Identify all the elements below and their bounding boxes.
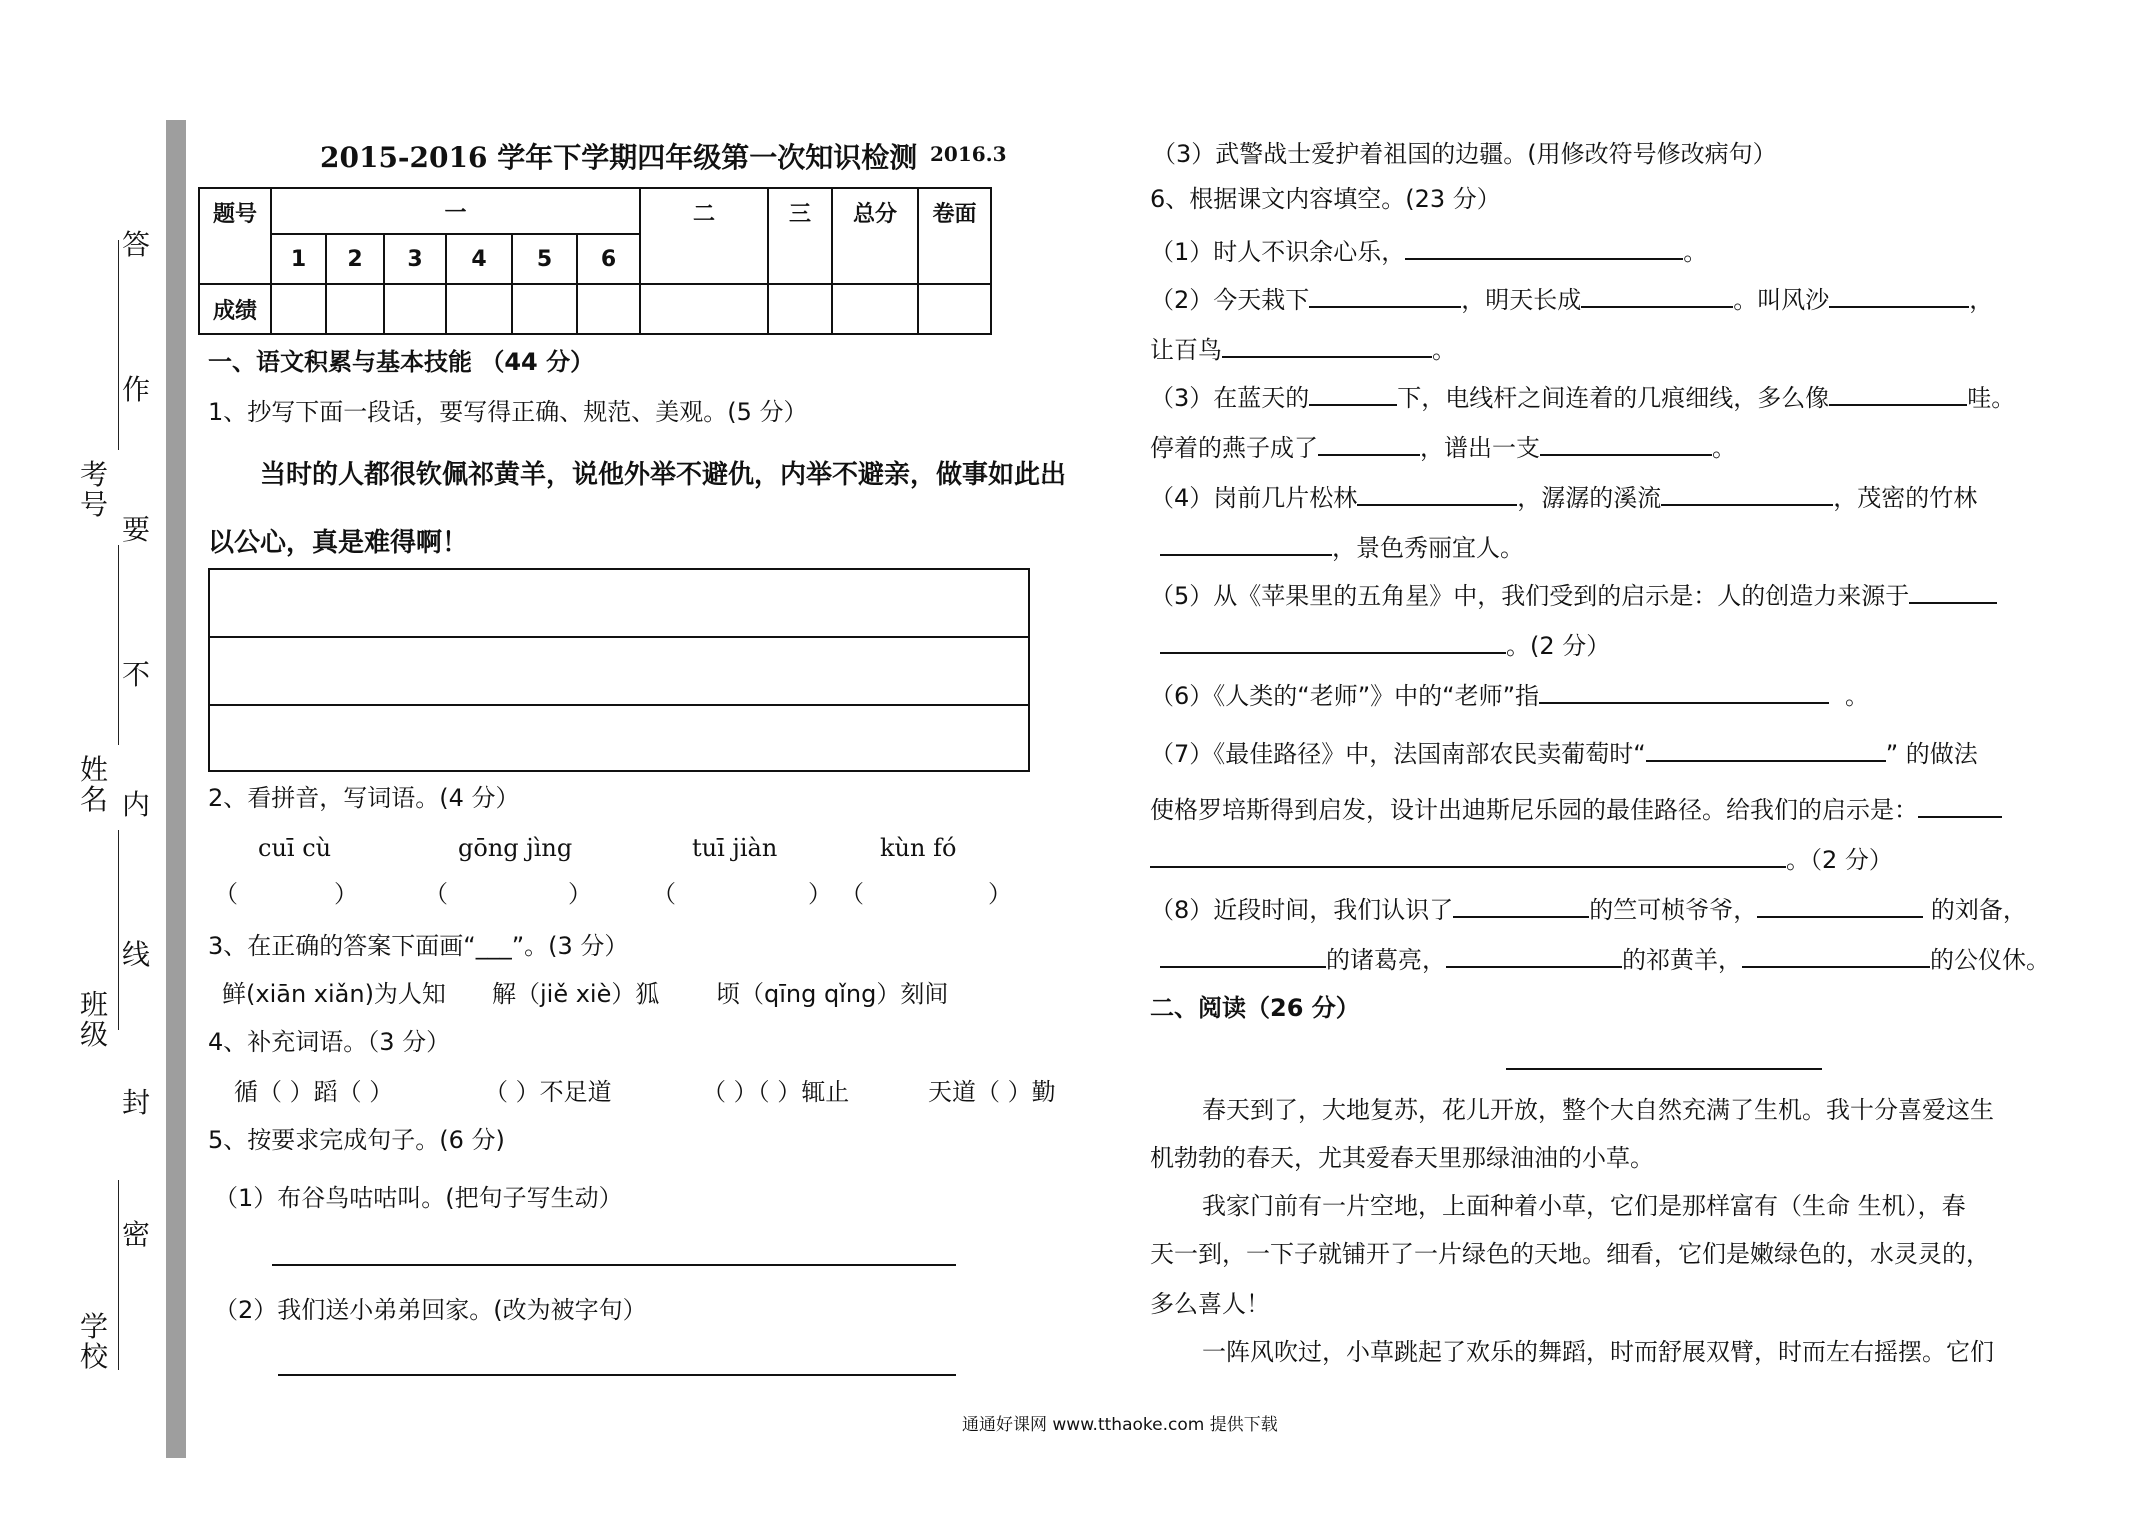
table-subheader: 1 — [271, 234, 326, 284]
q5-answer-line1[interactable] — [272, 1264, 956, 1266]
fill-blank[interactable] — [1646, 736, 1886, 762]
table-subheader: 3 — [384, 234, 446, 284]
fill-blank[interactable] — [1909, 578, 1997, 604]
exam-title: 2015-2016 学年下学期四年级第一次知识检测 — [320, 141, 918, 174]
q6-item-8-cont: 的诸葛亮， 的祁黄羊， 的公仪休。 — [1160, 942, 2050, 976]
q6-item-2: （2）今天栽下 ，明天长成 。叫风沙 ， — [1150, 282, 1993, 316]
fill-blank[interactable] — [1405, 234, 1683, 260]
field-name-label: 姓名 — [79, 753, 108, 816]
table-header-part-one: 一 — [271, 188, 640, 234]
reading-title-blank[interactable] — [1506, 1068, 1822, 1070]
fill-blank[interactable] — [1539, 678, 1829, 704]
section2-heading: 二、阅读（26 分） — [1150, 994, 1360, 1022]
q2-prompt: 2、看拼音，写词语。(4 分） — [208, 784, 520, 812]
q6-item-5: （5）从《苹果里的五角星》中，我们受到的启示是：人的创造力来源于 — [1150, 578, 1997, 612]
table-row-label-score: 成绩 — [199, 284, 271, 334]
q1-prompt: 1、抄写下面一段话，要写得正确、规范、美观。(5 分） — [208, 398, 808, 426]
q6-item-7-cont2: 。（2 分） — [1150, 842, 1893, 876]
section1-heading: 一、语文积累与基本技能 （44 分） — [208, 348, 595, 376]
q2-answer-paren[interactable]: （ ） — [652, 880, 832, 908]
fill-blank[interactable] — [1661, 480, 1833, 506]
q5-prompt: 5、按要求完成句子。(6 分) — [208, 1126, 505, 1154]
reading-paragraph-line: 我家门前有一片空地，上面种着小草，它们是那样富有（生命 生机），春 — [1202, 1192, 1966, 1220]
q3-item[interactable]: 解（jiě xiè）狐 — [492, 980, 660, 1008]
field-class-label: 班级 — [79, 988, 108, 1051]
fill-blank[interactable] — [1309, 282, 1461, 308]
table-subheader: 2 — [326, 234, 384, 284]
page-footer: 通通好课网 www.tthaoke.com 提供下载 — [962, 1415, 1278, 1435]
fill-blank[interactable] — [1446, 942, 1622, 968]
q1-writing-box[interactable] — [208, 568, 1030, 772]
q2-pinyin: cuī cù — [258, 834, 332, 862]
q4-prompt: 4、补充词语。（3 分） — [208, 1028, 451, 1056]
q5-sentence2: （2）我们送小弟弟回家。(改为被字句） — [214, 1296, 647, 1324]
fill-blank[interactable] — [1581, 282, 1733, 308]
writing-line[interactable] — [210, 570, 1028, 638]
q2-answer-paren[interactable]: （ ） — [424, 880, 592, 908]
reading-paragraph-line: 多么喜人！ — [1150, 1290, 1270, 1318]
q6-item-7: （7）《最佳路径》中，法国南部农民卖葡萄时“ ” 的做法 — [1150, 736, 1978, 770]
q5-sentence3: （3）武警战士爱护着祖国的边疆。(用修改符号修改病句） — [1152, 140, 1777, 168]
reading-paragraph-line: 机勃勃的春天，尤其爱春天里那绿油油的小草。 — [1150, 1144, 1654, 1172]
q4-item[interactable]: 循（ ）蹈（ ） — [234, 1078, 394, 1106]
fill-blank[interactable] — [1318, 430, 1420, 456]
q4-item[interactable]: 天道（ ）勤 — [928, 1078, 1056, 1106]
q5-sentence1: （1）布谷鸟咕咕叫。(把句子写生动） — [214, 1184, 623, 1212]
q6-item-3-cont: 停着的燕子成了 ，谱出一支 。 — [1150, 430, 1736, 464]
table-subheader: 6 — [577, 234, 640, 284]
seal-char: 线 — [121, 938, 150, 971]
q2-pinyin: kùn fó — [880, 834, 957, 862]
fill-blank[interactable] — [1357, 480, 1517, 506]
reading-paragraph-line: 一阵风吹过，小草跳起了欢乐的舞蹈，时而舒展双臂，时而左右摇摆。它们 — [1202, 1338, 1994, 1366]
table-header-neatness: 卷面 — [918, 188, 991, 284]
field-school-line[interactable] — [118, 1180, 119, 1370]
q2-answer-paren[interactable]: （ ） — [840, 880, 1012, 908]
fill-blank[interactable] — [1540, 430, 1712, 456]
q6-item-6: （6）《人类的“老师”》中的“老师”指 。 — [1150, 678, 1869, 712]
q4-item[interactable]: （ ）（ ）辄止 — [702, 1078, 850, 1106]
reading-paragraph-line: 春天到了，大地复苏，花儿开放，整个大自然充满了生机。我十分喜爱这生 — [1202, 1096, 1994, 1124]
table-header-part-two: 二 — [640, 188, 768, 284]
q6-item-4-cont: ，景色秀丽宜人。 — [1160, 530, 1524, 564]
q1-passage-line1: 当时的人都很钦佩祁黄羊，说他外举不避仇，内举不避亲，做事如此出 — [260, 460, 1067, 490]
field-class-line[interactable] — [118, 830, 119, 1030]
seal-char: 封 — [121, 1086, 150, 1119]
q2-pinyin: tuī jiàn — [692, 834, 778, 862]
score-cell[interactable] — [512, 284, 577, 334]
q4-item[interactable]: （ ）不足道 — [484, 1078, 612, 1106]
fill-blank[interactable] — [1160, 628, 1506, 654]
fill-blank[interactable] — [1918, 792, 2002, 818]
score-cell[interactable] — [832, 284, 918, 334]
table-header-part-three: 三 — [768, 188, 832, 284]
q5-answer-line2[interactable] — [278, 1374, 956, 1376]
q6-item-5-cont: 。(2 分） — [1160, 628, 1610, 662]
q3-item[interactable]: 鲜(xiān xiǎn)为人知 — [222, 980, 446, 1008]
fill-blank[interactable] — [1222, 332, 1432, 358]
score-cell[interactable] — [918, 284, 991, 334]
q2-answer-paren[interactable]: （ ） — [214, 880, 358, 908]
fill-blank[interactable] — [1829, 282, 1969, 308]
score-cell[interactable] — [271, 284, 326, 334]
seal-char: 不 — [121, 658, 150, 691]
seal-char: 作 — [121, 373, 150, 406]
fill-blank[interactable] — [1160, 942, 1326, 968]
seal-char: 答 — [121, 228, 150, 261]
writing-line[interactable] — [210, 638, 1028, 706]
q6-item-4: （4）岗前几片松林 ，潺潺的溪流 ，茂密的竹林 — [1150, 480, 1977, 514]
table-subheader: 5 — [512, 234, 577, 284]
score-cell[interactable] — [384, 284, 446, 334]
score-cell[interactable] — [446, 284, 512, 334]
score-cell[interactable] — [326, 284, 384, 334]
writing-line[interactable] — [210, 706, 1028, 772]
table-header-question-no: 题号 — [199, 188, 271, 284]
exam-date: 2016.3 — [930, 142, 1007, 166]
q2-pinyin: gōng jìng — [458, 834, 573, 862]
q6-item-3: （3）在蓝天的 下，电线杆之间连着的几痕细线，多么像 哇。 — [1150, 380, 2015, 414]
field-school-label: 学校 — [79, 1310, 108, 1373]
q6-prompt: 6、根据课文内容填空。(23 分） — [1150, 185, 1501, 213]
q6-item-2-cont: 让百鸟 。 — [1150, 332, 1456, 366]
fill-blank[interactable] — [1742, 942, 1930, 968]
seal-char: 密 — [121, 1218, 150, 1251]
q3-item[interactable]: 顷（qīng qǐng）刻间 — [716, 980, 949, 1008]
q6-item-1: （1）时人不识余心乐， 。 — [1150, 234, 1707, 268]
q6-item-7-cont: 使格罗培斯得到启发，设计出迪斯尼乐园的最佳路径。给我们的启示是： — [1150, 792, 2002, 826]
fill-blank[interactable] — [1150, 842, 1786, 868]
field-exam-number-label: 考号 — [79, 458, 108, 521]
fill-blank[interactable] — [1309, 380, 1397, 406]
fill-blank[interactable] — [1160, 530, 1332, 556]
q3-prompt: 3、在正确的答案下面画“___”。(3 分） — [208, 932, 629, 960]
q1-passage-line2: 以公心，真是难得啊！ — [208, 528, 469, 558]
seal-char: 要 — [121, 513, 150, 546]
table-header-total: 总分 — [832, 188, 918, 284]
field-exam-number-line[interactable] — [118, 240, 119, 450]
table-subheader: 4 — [446, 234, 512, 284]
fill-blank[interactable] — [1829, 380, 1967, 406]
score-table — [198, 187, 992, 335]
fill-blank[interactable] — [1453, 892, 1589, 918]
field-name-line[interactable] — [118, 545, 119, 745]
score-cell[interactable] — [768, 284, 832, 334]
q6-item-8: （8）近段时间，我们认识了 的竺可桢爷爷， 的刘备， — [1150, 892, 2027, 926]
binding-bar — [166, 120, 186, 1458]
score-cell[interactable] — [577, 284, 640, 334]
seal-char: 内 — [121, 788, 150, 821]
fill-blank[interactable] — [1757, 892, 1923, 918]
reading-paragraph-line: 天一到，一下子就铺开了一片绿色的天地。细看，它们是嫩绿色的，水灵灵的， — [1150, 1240, 1990, 1268]
score-cell[interactable] — [640, 284, 768, 334]
